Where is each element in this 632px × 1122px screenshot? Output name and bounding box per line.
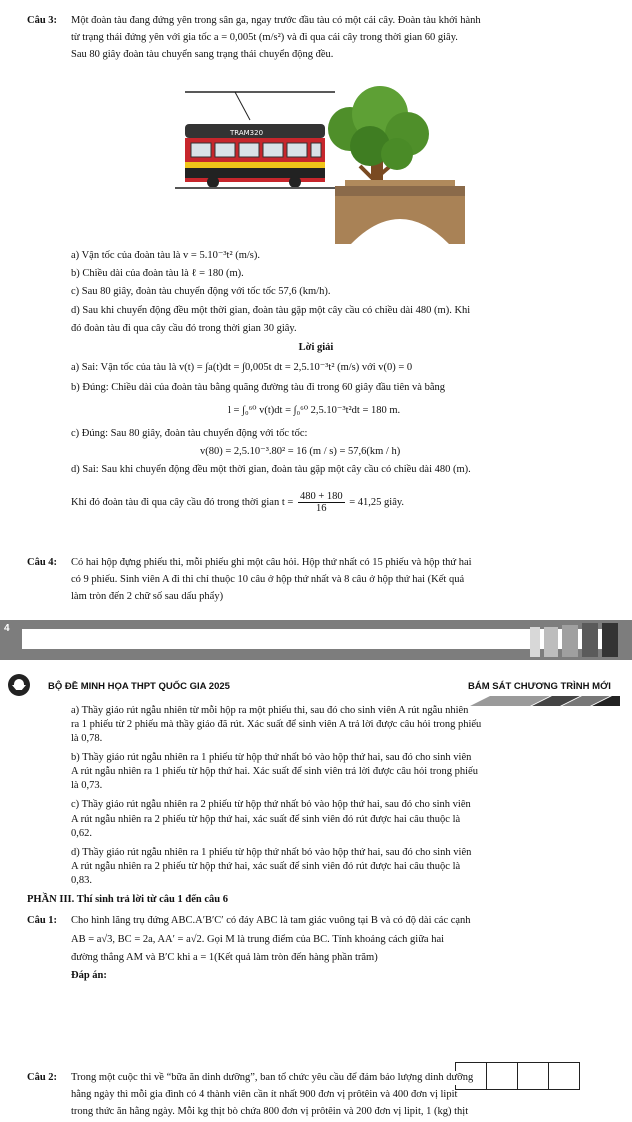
- page-number: 4: [4, 623, 10, 634]
- header-left: BỘ ĐỀ MINH HỌA THPT QUỐC GIA 2025: [48, 681, 230, 692]
- q4-c-line2: A rút ngẫu nhiên ra 2 phiếu từ hộp thứ hai, xác suất để sinh viên đó rút được hai câu thuộc là: [71, 814, 461, 825]
- solution-d-result: = 41,25 giây.: [349, 497, 405, 508]
- q4-d-line1: d) Thầy giáo rút ngẫu nhiên ra 1 phiếu từ hộp thứ nhất bỏ vào hộp thứ hai, sau đó cho sinh viên: [71, 847, 472, 858]
- p3-q1-line3: đường thẳng AM và B′C khi a = 1(Kết quả làm tròn đến hàng phần trăm): [71, 952, 378, 963]
- q4-d-line2: A rút ngẫu nhiên ra 2 phiếu từ hộp thứ hai, xác suất để sinh viên đó rút được hai câu thuộc là: [71, 861, 461, 872]
- tram-label: TRAM320: [230, 129, 264, 137]
- answer-boxes[interactable]: [456, 1062, 580, 1090]
- q4-b-line2: A rút ngẫu nhiên ra 1 phiếu từ hộp thứ hai. Xác suất để sinh viên trả lời được câu hỏi trong phiếu: [71, 766, 478, 777]
- answer-label: Đáp án:: [71, 970, 107, 981]
- q4-a-line2: ra 1 phiếu từ 2 phiếu mà thầy giáo đã rút. Xác suất để sinh viên A trả lời được câu hỏi trong phiếu: [71, 719, 482, 730]
- p3-q2-label: Câu 2:: [27, 1072, 58, 1083]
- solution-b: b) Đúng: Chiều dài của đoàn tàu bằng quãng đường tàu đi trong 60 giây đầu tiên và bằng: [71, 382, 445, 393]
- p3-q2-line3: trong thức ăn hằng ngày. Mỗi kg thịt bò chứa 800 đơn vị prôtêin và 200 đơn vị lipit, 1 (kg) thịt: [71, 1106, 469, 1117]
- tram-tree-bridge-illustration: [175, 84, 465, 244]
- p3-q1-line2: AB = a√3, BC = 2a, AA′ = a√2. Gọi M là trung điểm của BC. Tính khoảng cách giữa hai: [71, 934, 445, 945]
- p3-q1-label: Câu 1:: [27, 915, 58, 926]
- tree-icon: [328, 86, 429, 196]
- q4-text-line1: Có hai hộp đựng phiếu thi, mỗi phiếu ghi một câu hỏi. Hộp thứ nhất có 15 phiếu và hộp thứ hai: [71, 557, 472, 568]
- q4-text-line3: làm tròn đến 2 chữ số sau dấu phẩy): [71, 591, 224, 602]
- fraction-numerator: 480 + 180: [299, 491, 343, 503]
- p3-q1-line1: Cho hình lăng trụ đứng ABC.A′B′C′ có đáy ABC là tam giác vuông tại B và có độ dài các cạnh: [71, 915, 471, 926]
- q4-a-line3: là 0,78.: [71, 733, 103, 744]
- q3-label: Câu 3:: [27, 15, 58, 26]
- q4-b-line3: là 0,73.: [71, 780, 103, 791]
- q3-statement-b: b) Chiều dài của đoàn tàu là ℓ = 180 (m).: [71, 268, 244, 279]
- q4-d-line3: 0,83.: [71, 875, 92, 886]
- q3-statement-a: a) Vận tốc của đoàn tàu là v = 5.10⁻³t² (m/s).: [71, 250, 261, 261]
- q4-c-line3: 0,62.: [71, 828, 92, 839]
- solution-d-line2: [71, 491, 404, 515]
- q3-text-line1: Một đoàn tàu đang đứng yên trong sân ga, ngay trước đầu tàu có một cái cây. Đoàn tàu khởi hành: [71, 15, 481, 26]
- q3-text-line3: Sau 80 giây đoàn tàu chuyển sang trạng thái chuyển động đều.: [71, 49, 334, 60]
- fraction-denominator: 16: [316, 503, 327, 515]
- q3-statement-d-line1: d) Sau khi chuyển động đều một thời gian, đoàn tàu gặp một cây cầu có chiều dài 480 (m). Khi: [71, 305, 471, 316]
- answer-box-4[interactable]: [548, 1062, 580, 1090]
- q4-label: Câu 4:: [27, 557, 58, 568]
- q4-b-line1: b) Thầy giáo rút ngẫu nhiên ra 1 phiếu từ hộp thứ nhất bỏ vào hộp thứ hai, sau đó cho sinh viên: [71, 752, 472, 763]
- q3-statement-d-line2: đó đoàn tàu đi qua cây cầu đó trong thời gian 30 giây.: [71, 323, 297, 334]
- q4-text-line2: có 9 phiếu. Sinh viên A đi thi chỉ thuộc 10 câu ở hộp thứ nhất và 8 câu ở hộp thứ hai (Kết quả: [71, 574, 465, 585]
- p3-q2-line2: hằng ngày thì mỗi gia đình có 4 thành viên cần ít nhất 900 đơn vị prôtêin và 400 đơn vị lipit: [71, 1089, 458, 1100]
- solution-b-formula: l = ∫₀⁶⁰ v(t)dt = ∫₀⁶⁰ 2,5.10⁻³t²dt = 180 m.: [228, 405, 401, 416]
- page-break-box: [22, 629, 612, 649]
- solution-d-text: Khi đó đoàn tàu đi qua cây cầu đó trong thời gian t =: [71, 497, 294, 508]
- header-stripes: [470, 696, 620, 706]
- q4-c-line1: c) Thầy giáo rút ngẫu nhiên ra 2 phiếu từ hộp thứ nhất bỏ vào hộp thứ hai, sau đó cho sinh viên: [71, 799, 471, 810]
- answer-box-3[interactable]: [517, 1062, 549, 1090]
- solution-title: Lời giải: [298, 342, 334, 353]
- solution-a: a) Sai: Vận tốc của tàu là v(t) = ∫a(t)dt = ∫0,005t dt = 2,5.10⁻³t² (m/s) với v(0) = 0: [71, 362, 413, 373]
- part3-title: PHẦN III. Thí sinh trả lời từ câu 1 đến câu 6: [27, 894, 228, 905]
- solution-d-line1: d) Sai: Sau khi chuyển động đều một thời gian, đoàn tàu gặp một cây cầu có chiều dài 480 (m).: [71, 464, 471, 475]
- solution-c-formula: v(80) = 2,5.10⁻³.80² = 16 (m / s) = 57,6(km / h): [200, 446, 401, 457]
- p3-q2-line1: Trong một cuộc thi về “bữa ăn dinh dưỡng”, ban tổ chức yêu cầu để đảm bảo lượng dinh dưỡng: [71, 1072, 474, 1083]
- q4-a-line1: a) Thầy giáo rút ngẫu nhiên từ mỗi hộp ra một phiếu thi, sau đó cho sinh viên A rút ngẫu nhiên: [71, 705, 469, 716]
- solution-d-fraction: [298, 491, 345, 514]
- solution-c: c) Đúng: Sau 80 giây, đoàn tàu chuyển động với tốc tốc:: [71, 428, 308, 439]
- bridge-icon: [335, 180, 465, 244]
- q3-text-line2: từ trạng thái đứng yên với gia tốc a = 0,005t (m/s²) và đi qua cái cây trong thời gian 60 giây.: [71, 32, 458, 43]
- q3-statement-c: c) Sau 80 giây, đoàn tàu chuyển động với tốc tốc 57,6 (km/h).: [71, 286, 331, 297]
- header-right: BÁM SÁT CHƯƠNG TRÌNH MỚI: [468, 681, 611, 692]
- decorative-bars: [530, 623, 620, 657]
- logo-icon: [8, 674, 30, 696]
- tram-icon: [175, 124, 335, 188]
- answer-box-2[interactable]: [486, 1062, 518, 1090]
